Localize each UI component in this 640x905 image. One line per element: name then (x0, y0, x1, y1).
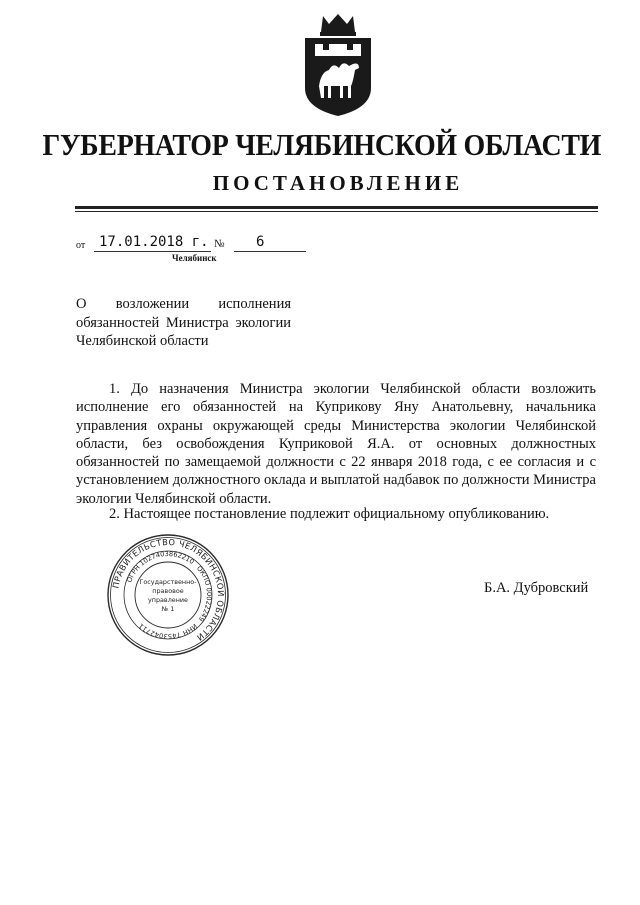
official-stamp (106, 533, 230, 657)
svg-text:ИНН 7453042711 (137, 622, 198, 640)
stamp-center-line: Государственно- (139, 578, 197, 586)
date-prefix: от (76, 240, 86, 251)
document-type: ПОСТАНОВЛЕНИЕ (212, 171, 464, 195)
svg-text:ОКПО 00022249 (195, 564, 213, 623)
stamp-ring-text: ПРАВИТЕЛЬСТВО ЧЕЛЯБИНСКОЙ ОБЛАСТИ (110, 536, 227, 643)
signatory-name: Б.А. Дубровский (484, 580, 589, 596)
stamp-center-line: № 1 (161, 605, 175, 613)
chelyabinsk-coat-of-arms-icon (293, 10, 383, 118)
stamp-ogrn: ОГРН 1027403862210 (125, 549, 196, 584)
header-divider-thin (75, 211, 598, 212)
date-number-block (76, 234, 316, 264)
city: Челябинск (172, 253, 217, 263)
document-date: 17.01.2018 г. (94, 234, 211, 252)
document-subject: О возложении исполнения обязанностей Министра экологии Челябинской области (76, 296, 291, 349)
org-title: ГУБЕРНАТОР ЧЕЛЯБИНСКОЙ ОБЛАСТИ (42, 127, 602, 162)
body-paragraph-2: 2. Настоящее постановление подлежит официальному опубликованию. (109, 506, 550, 522)
stamp-center-line: управление (148, 596, 188, 604)
header-divider-thick (75, 206, 598, 209)
stamp-okpo: ОКПО 00022249 (194, 564, 214, 624)
stamp-inn: ИНН 7453042711 (137, 621, 199, 641)
number-prefix: № (214, 238, 225, 250)
document-number: 6 (234, 234, 306, 252)
stamp-center-line: правовое (152, 587, 184, 595)
body-paragraph-1: 1. До назначения Министра экологии Челябинской области возложить исполнение его обязанностей на Куприкову Яну Анатольевну, начальника управления охраны окружающей среды Министерства экологии Челябинской области, без освобождения Куприковой Я.А. от основных должностных обязанностей по замещаемой должности с 22 января 2018 года, с ее согласия и с установлением должностного оклада и выплатой надбавок по должности Министра экологии Челябинской области. (76, 381, 596, 507)
